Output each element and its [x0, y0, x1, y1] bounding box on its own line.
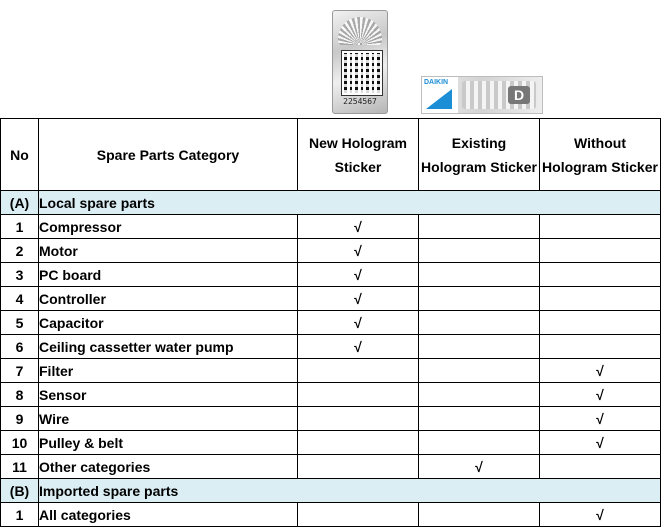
row-category: Controller: [39, 287, 298, 311]
table-row: [1, 215, 661, 239]
existing-hologram-sticker-image: [421, 76, 543, 114]
without-hologram-check: [540, 287, 661, 311]
row-number: 10: [1, 431, 39, 455]
table-row: [1, 311, 661, 335]
new-hologram-sticker-image: [332, 10, 388, 114]
spare-parts-table: [0, 118, 661, 527]
row-number: 7: [1, 359, 39, 383]
without-hologram-check: √: [540, 383, 661, 407]
new-hologram-check: √: [298, 311, 419, 335]
existing-hologram-check: [419, 383, 540, 407]
without-hologram-check: √: [540, 359, 661, 383]
section-title: Imported spare parts: [39, 479, 661, 503]
row-category: Wire: [39, 407, 298, 431]
table-row: [1, 407, 661, 431]
existing-hologram-check: [419, 239, 540, 263]
new-hologram-check: [298, 503, 419, 527]
without-hologram-check: [540, 455, 661, 479]
existing-hologram-check: [419, 311, 540, 335]
existing-hologram-check: [419, 215, 540, 239]
row-category: Capacitor: [39, 311, 298, 335]
row-number: 4: [1, 287, 39, 311]
new-hologram-check: √: [298, 335, 419, 359]
header-category: Spare Parts Category: [39, 119, 298, 191]
row-number: 2: [1, 239, 39, 263]
new-hologram-check: √: [298, 287, 419, 311]
section-no: (A): [1, 191, 39, 215]
d-badge: D: [508, 86, 530, 104]
header-without-hologram: Without Hologram Sticker: [540, 119, 661, 191]
row-category: PC board: [39, 263, 298, 287]
row-category: All categories: [39, 503, 298, 527]
section-title: Local spare parts: [39, 191, 661, 215]
new-hologram-check: [298, 431, 419, 455]
table-body: [1, 191, 661, 527]
table-row: [1, 263, 661, 287]
header-existing-hologram: Existing Hologram Sticker: [419, 119, 540, 191]
existing-hologram-check: [419, 431, 540, 455]
sticker-serial-number: 2254567: [343, 97, 377, 106]
new-hologram-check: √: [298, 215, 419, 239]
without-hologram-check: [540, 215, 661, 239]
table-header-row: [1, 119, 661, 191]
without-hologram-check: √: [540, 503, 661, 527]
new-hologram-check: [298, 407, 419, 431]
existing-hologram-check: [419, 407, 540, 431]
qr-code-graphic: [342, 51, 382, 95]
existing-hologram-check: [419, 263, 540, 287]
row-number: 11: [1, 455, 39, 479]
table-row: [1, 383, 661, 407]
header-no: No: [1, 119, 39, 191]
new-hologram-check: √: [298, 263, 419, 287]
table-row: [1, 503, 661, 527]
table-row: [1, 455, 661, 479]
row-number: 1: [1, 215, 39, 239]
table-row: [1, 335, 661, 359]
row-category: Sensor: [39, 383, 298, 407]
sticker-images: [0, 0, 661, 118]
row-number: 5: [1, 311, 39, 335]
section-row: [1, 191, 661, 215]
daikin-logo-triangle: [426, 89, 452, 109]
without-hologram-check: [540, 263, 661, 287]
new-hologram-check: [298, 359, 419, 383]
table-row: [1, 359, 661, 383]
without-hologram-check: [540, 335, 661, 359]
new-hologram-check: [298, 455, 419, 479]
existing-hologram-check: [419, 335, 540, 359]
row-category: Compressor: [39, 215, 298, 239]
row-category: Filter: [39, 359, 298, 383]
without-hologram-check: √: [540, 431, 661, 455]
row-category: Other categories: [39, 455, 298, 479]
row-number: 8: [1, 383, 39, 407]
table-row: [1, 431, 661, 455]
new-hologram-check: √: [298, 239, 419, 263]
new-hologram-check: [298, 383, 419, 407]
row-number: 3: [1, 263, 39, 287]
row-number: 1: [1, 503, 39, 527]
without-hologram-check: √: [540, 407, 661, 431]
daikin-logo: [422, 77, 458, 113]
existing-hologram-check: [419, 359, 540, 383]
row-number: 6: [1, 335, 39, 359]
existing-hologram-check: [419, 503, 540, 527]
without-hologram-check: [540, 311, 661, 335]
row-category: Motor: [39, 239, 298, 263]
hologram-burst-graphic: [338, 17, 382, 45]
section-no: (B): [1, 479, 39, 503]
row-category: Ceiling cassetter water pump: [39, 335, 298, 359]
row-category: Pulley & belt: [39, 431, 298, 455]
existing-hologram-check: √: [419, 455, 540, 479]
existing-hologram-check: [419, 287, 540, 311]
table-row: [1, 239, 661, 263]
daikin-logo-text: DAIKIN: [424, 79, 449, 86]
header-new-hologram: New Hologram Sticker: [298, 119, 419, 191]
section-row: [1, 479, 661, 503]
row-number: 9: [1, 407, 39, 431]
table-row: [1, 287, 661, 311]
without-hologram-check: [540, 239, 661, 263]
